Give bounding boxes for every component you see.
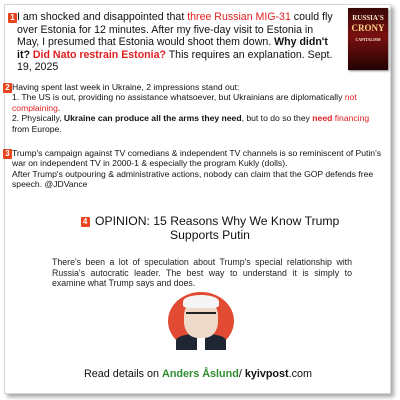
item-3-segment: After Trump's outpouring & administrative actions, nobody can claim that the GOP defends free speech. @JDVance — [12, 168, 374, 190]
book-cover-line2: CRONY — [351, 23, 385, 33]
item-1-segment: three Russian MIG-31 — [187, 11, 291, 23]
book-cover-line3: CAPITALISM — [355, 37, 381, 42]
item-2-segment: 2. Physically, — [12, 113, 64, 124]
site-name-tld: .com — [288, 368, 313, 380]
item-2-segment: from Europe. — [12, 123, 62, 134]
author-name: Anders Åslund — [162, 368, 239, 380]
avatar-hair — [183, 295, 219, 308]
source-line[interactable] — [84, 368, 324, 380]
item-2-text — [12, 82, 382, 134]
item-2-segment: 1. The US is out, providing no assistance whatsoever, but Ukrainians are diplomatically — [12, 92, 345, 103]
item-1-segment: I am shocked and disappointed that — [17, 11, 188, 23]
item-1-segment: This requires an explanation. Sept. 19, 2025 — [17, 48, 333, 74]
item-1-text — [17, 11, 337, 74]
opinion-title: OPINION: 15 Reasons Why We Know Trump Supports Putin — [95, 214, 340, 242]
source-slash: / — [238, 368, 245, 380]
item-2-segment: Having spent last week in Ukraine, 2 impressions stand out: — [12, 82, 240, 92]
site-name-bold: kyivpost — [244, 368, 289, 380]
source-prefix: Read details on — [84, 368, 163, 380]
item-1-segment: could fly over Estonia for 12 minutes. After my five-day visit to Estonia in May, I presumed that Estonia would shoot them down. — [17, 11, 333, 49]
item-4-badge: 4 — [81, 217, 90, 227]
item-1-badge: 1 — [8, 13, 17, 23]
item-2-badge: 2 — [3, 83, 12, 93]
avatar-glasses — [186, 312, 216, 319]
book-cover-image — [348, 8, 388, 70]
item-2-segment: , but to do so they — [241, 113, 313, 124]
item-3-segment: Trump's campaign against TV comedians & independent TV channels is so reminiscent of Putin's war on independent TV in 2000-1 & especially the program Kukly (dolls). — [12, 148, 382, 169]
opinion-heading[interactable] — [60, 214, 360, 242]
item-1-segment: Why didn't it? — [17, 36, 328, 61]
item-2-segment: not complaining — [12, 92, 357, 113]
item-3-badge: 3 — [3, 149, 12, 159]
author-avatar — [168, 292, 234, 350]
opinion-body: There's been a lot of speculation about Trump's special relationship with Russia's autocratic leader. The best way to understand it is simply to examine what Trump says and does. — [52, 257, 352, 289]
item-2-segment: . — [57, 102, 61, 113]
item-3-text — [12, 148, 382, 190]
item-2-segment: need — [312, 113, 333, 124]
item-2-segment: Ukraine can produce all the arms they need — [63, 113, 242, 124]
book-cover-line1: RUSSIA'S — [352, 14, 384, 22]
item-1-segment: Did Nato restrain Estonia? — [32, 48, 166, 61]
item-2-segment: financing — [334, 113, 370, 124]
